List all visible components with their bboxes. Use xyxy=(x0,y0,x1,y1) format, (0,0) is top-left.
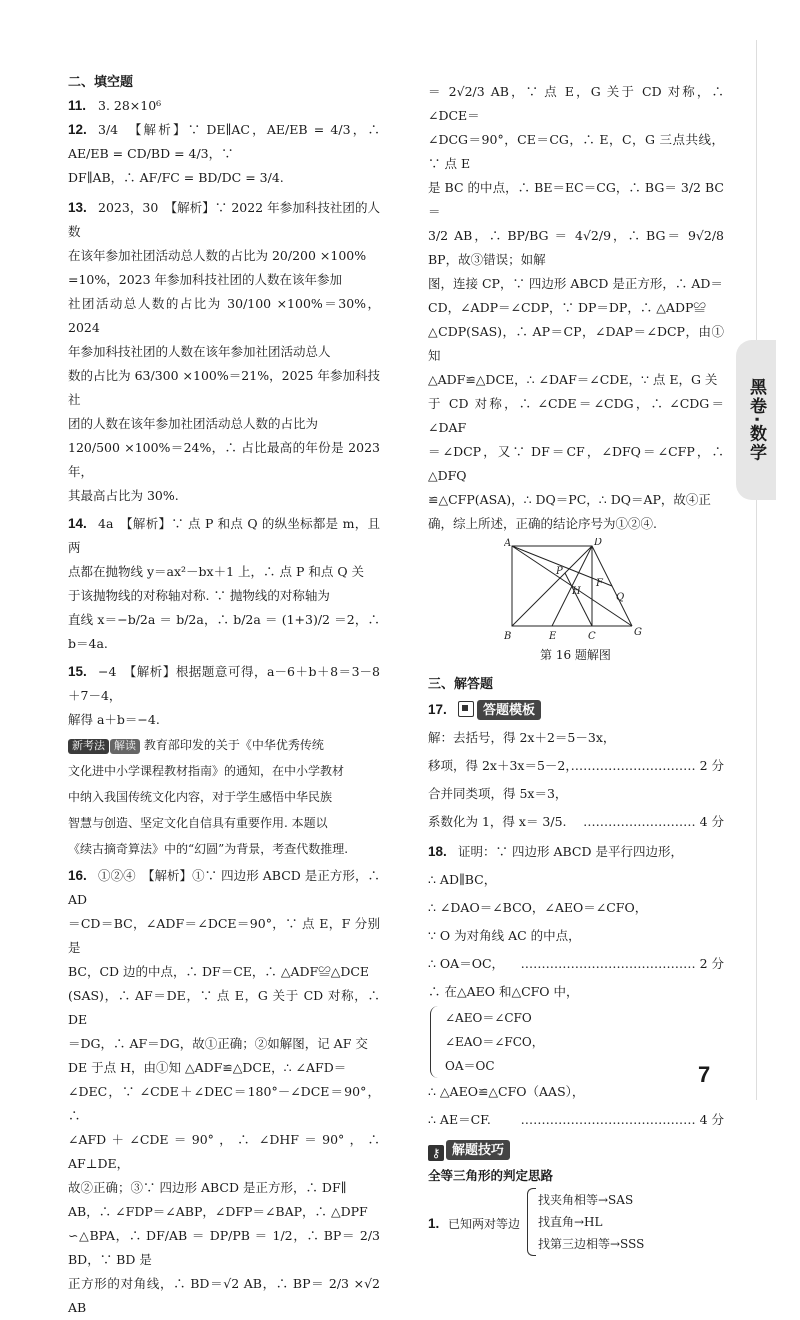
q16-line: DE 于点 H，由①知 △ADF≌△DCE，∴ ∠AFD＝ xyxy=(68,1060,347,1075)
q16-geometry-figure xyxy=(504,538,654,646)
tips-label: 解题技巧 xyxy=(446,1140,510,1160)
q16-line: ∽△BPA，∴ DF/AB ＝ DP/PB ＝ 1/2，∴ BP＝ 2/3 BD，∵ BD 是 xyxy=(68,1228,380,1267)
tips-branch: 找直角→HL xyxy=(538,1215,603,1229)
score-mark: ………………………… 2 分 xyxy=(570,758,724,773)
q14: 14. 4a 【解析】∵ 点 P 和点 Q 的纵坐标都是 m，且两 点都在抛物线 y＝ax²－bx＋1 上，∴ 点 P 和点 Q 关 于该抛物线的对称轴对称. ∵ 抛物线的对称轴为 直线 x＝−b/2a ＝ b/2a，∴ b/2a ＝ (1+3)/2 ＝2，∴ b＝4a. xyxy=(68,512,380,656)
q12: 12. 3/4 【解析】∵ DE∥AC，AE/EB = 4/3，∴ AE/EB = CD/BD = 4/3，∵ DF∥AB，∴ AF/FC = BD/DC = 3/4. xyxy=(68,118,380,190)
label-b: B xyxy=(504,631,512,642)
q14-line: 于该抛物线的对称轴对称. ∵ 抛物线的对称轴为 xyxy=(68,588,330,603)
tips-box xyxy=(428,1136,724,1260)
q16-line: 3/2 AB，∴ BP/BG ＝ 4√2/9，∴ BG＝ 9√2/8 BP，故③错误；如解 xyxy=(428,228,724,267)
score-mark: …………………………………… 4 分 xyxy=(520,1112,724,1127)
q12-line-2: DF∥AB，∴ AF/FC = BD/DC = 3/4. xyxy=(68,170,284,185)
figure-caption: 第 16 题解图 xyxy=(540,648,611,662)
tips-branch: 找第三边相等→SSS xyxy=(538,1237,645,1251)
page-number: 7 xyxy=(698,1062,711,1087)
left-column xyxy=(68,70,380,1320)
q18: 18. 证明：∵ 四边形 ABCD 是平行四边形， ∴ AD∥BC， ∴ ∠DAO＝∠BCO，∠AEO＝∠CFO， ∵ O 为对角线 AC 的中点， ∴ OA＝OC， …………………………………… 2 分 ∴ 在△AEO 和△CFO 中， ∠AEO＝∠CFO ∠EAO＝∠FCO， OA＝OC ∴ △AEO≌△CFO（AAS）， ∴ AE＝CF. …………………………………… 4 分 xyxy=(428,838,724,1134)
q16-line: △ADF≌△DCE，∴ ∠DAF＝∠CDE，∵ 点 E，G 关 xyxy=(428,372,718,387)
key-icon: ⚷ xyxy=(428,1145,444,1161)
label-f: F xyxy=(596,578,603,589)
section-fill-heading: 二、填空题 xyxy=(68,74,134,89)
q18-line: ∴ 在△AEO 和△CFO 中， xyxy=(428,984,579,999)
new-exam-line: 智慧与创造、坚定文化自信具有重要作用. 本题以 xyxy=(68,816,328,830)
q18-line: ∵ O 为对角线 AC 的中点， xyxy=(428,928,581,943)
tips-item-label: 已知两对等边 xyxy=(448,1217,521,1231)
label-g: G xyxy=(634,627,642,638)
label-p: P xyxy=(556,566,563,577)
q16-left: 16. ①②④ 【解析】①∵ 四边形 ABCD 是正方形，∴ AD ＝CD＝BC，∠ADF＝∠DCE＝90°，∵ 点 E，F 分别是 BC，CD 边的中点，∴ DF＝CE，∴ △ADF≌△DCE (SAS)，∴ AF＝DE，∵ 点 E，G 关于 CD 对称，∴ DE ＝DG，∴ AF＝DG，故①正确；②如解图，记 AF 交 DE 于点 H，由①知 △ADF≌△DCE，∴ ∠AFD＝ ∠DEC，∵ ∠CDE＋∠DEC＝180°－∠DCE＝90°，∴ ∠AFD＋∠CDE＝90°，∴ ∠DHF＝90°，∴ AF⊥DE， 故②正确；③∵ 四边形 ABCD 是正方形，∴ DF∥ AB，∴ ∠FDP＝∠ABP，∠DFP＝∠BAP，∴ △DPF ∽△BPA，∴ DF/AB ＝ DP/PB ＝ 1/2，∴ BP＝ 2/3 BD，∵ BD 是 正方形的对角线，∴ BD＝√2 AB，∴ BP＝ 2/3 ×√2 AB xyxy=(68,864,380,1320)
q14-line: 直线 x＝−b/2a ＝ b/2a，∴ b/2a ＝ (1+3)/2 ＝2，∴ b＝4a. xyxy=(68,612,380,651)
q16-line: 是 BC 的中点，∴ BE＝EC＝CG，∴ BG＝ 3/2 BC＝ xyxy=(428,180,724,219)
score-mark: ……………………… 4 分 xyxy=(583,814,724,829)
case-line: OA＝OC xyxy=(445,1059,495,1073)
new-exam-line: 《续古摘奇算法》中的“幻圆”为背景，考查代数推理. xyxy=(68,842,349,856)
q16-line: 图，连接 CP，∵ 四边形 ABCD 是正方形，∴ AD＝ xyxy=(428,276,723,291)
q11: 11. 3. 28×10⁶ xyxy=(68,98,162,113)
answer-template-label: 答题模板 xyxy=(477,700,541,720)
tips-branch: 找夹角相等→SAS xyxy=(538,1193,634,1207)
q16-line: ∠DCG＝90°，CE＝CG，∴ E，C，G 三点共线，∵ 点 E xyxy=(428,132,724,171)
label-h: H xyxy=(572,586,581,597)
q13: 13. 2023，30 【解析】∵ 2022 年参加科技社团的人数 在该年参加社团活动总人数的占比为 20/200 ×100% =10%，2023 年参加科技社团的人数在该年参加 社团活动总人数的占比为 30/100 ×100%＝30%，2024 年参加科技社团的人数在该年参加社团活动总人 数的占比为 63/300 ×100%＝21%，2025 年参加科技社 团的人数在该年参加社团活动总人数的占比为 120/500 ×100%＝24%，∴ 占比最高的年份是 2023 年， 其最高占比为 30%. xyxy=(68,196,380,508)
label-a: A xyxy=(504,538,512,549)
q16-line: CD，∠ADP＝∠CDP，∵ DP＝DP，∴ △ADP≌ xyxy=(428,300,706,315)
q16-line: ＝ 2√2/3 AB，∵ 点 E，G 关于 CD 对称，∴ ∠DCE＝ xyxy=(428,84,724,123)
q16-line: BC，CD 边的中点，∴ DF＝CE，∴ △ADF≌△DCE xyxy=(68,964,370,979)
label-c: C xyxy=(588,631,596,642)
q18-line: ∴ ∠DAO＝∠BCO，∠AEO＝∠CFO， xyxy=(428,900,648,915)
q16-line: 确，综上所述，正确的结论序号为①②④. xyxy=(428,516,657,531)
q16-line: ∠DEC，∵ ∠CDE＋∠DEC＝180°－∠DCE＝90°，∴ xyxy=(68,1084,380,1123)
q16-line: AB，∴ ∠FDP＝∠ABP，∠DFP＝∠BAP，∴ △DPF xyxy=(68,1204,368,1219)
q18-line: ∴ △AEO≌△CFO（AAS）， xyxy=(428,1084,585,1099)
case-line: ∠EAO＝∠FCO， xyxy=(445,1035,544,1049)
q16-line: ∠AFD＋∠CDE＝90°，∴ ∠DHF＝90°，∴ AF⊥DE， xyxy=(68,1132,380,1171)
right-column xyxy=(428,80,724,1260)
q13-line: 其最高占比为 30%. xyxy=(68,488,179,503)
q13-line: 社团活动总人数的占比为 30/100 ×100%＝30%，2024 xyxy=(68,296,380,335)
q15-line: 解得 a＋b＝−4. xyxy=(68,712,160,727)
q16-line: 正方形的对角线，∴ BD＝√2 AB，∴ BP＝ 2/3 ×√2 AB xyxy=(68,1276,380,1315)
q16-right xyxy=(428,80,724,536)
line-cp xyxy=(565,573,592,626)
tips-title: 全等三角形的判定思路 xyxy=(428,1169,554,1183)
q17: 17. 答题模板 解：去括号，得 2x＋2＝5－3x， 移项，得 2x＋3x＝5－2， ………………………… 2 分 合并同类项，得 5x＝3， 系数化为 1，得 x＝ 3/5. ……………………… 4 分 xyxy=(428,696,724,836)
q13-line: 120/500 ×100%＝24%，∴ 占比最高的年份是 2023 年， xyxy=(68,440,380,479)
q14-line: 点都在抛物线 y＝ax²－bx＋1 上，∴ 点 P 和点 Q 关 xyxy=(68,564,365,579)
new-exam-note: 新考法 解读 教育部印发的关于《中华优秀传统 文化进中小学课程教材指南》的通知，在中小学教材 中纳入我国传统文化内容，对于学生感悟中华民族 智慧与创造、坚定文化自信具有重要作用. 本题以 《续古摘奇算法》中的“幻圆”为背景，考查代数推理. xyxy=(68,734,380,860)
new-exam-line: 中纳入我国传统文化内容，对于学生感悟中华民族 xyxy=(68,790,333,804)
q16-line: ＝∠DCP，又∵ DF＝CF，∠DFQ＝∠CFP，∴ △DFQ xyxy=(428,444,724,483)
tips-tree: 1. 已知两对等边 找夹角相等→SAS 找直角→HL 找第三边相等→SSS xyxy=(428,1188,724,1260)
q16-line: △CDP(SAS)，∴ AP＝CP，∠DAP＝∠DCP，由①知 xyxy=(428,324,724,363)
q18-cases xyxy=(430,1006,724,1078)
q16-line: ＝CD＝BC，∠ADF＝∠DCE＝90°，∵ 点 E，F 分别是 xyxy=(68,916,380,955)
q16-line: 于 CD 对称，∴ ∠CDE＝∠CDG，∴ ∠CDG＝∠DAF xyxy=(428,396,724,435)
section-answer-heading: 三、解答题 xyxy=(428,676,494,691)
new-exam-tag-2: 解读 xyxy=(110,739,140,754)
template-icon xyxy=(458,701,474,717)
page-edge-line xyxy=(756,40,757,1100)
q15: 15. −4 【解析】根据题意可得，a－6＋b＋8＝3－8＋7－4， 解得 a＋b＝−4. xyxy=(68,660,380,732)
q13-line: 数的占比为 63/300 ×100%＝21%，2025 年参加科技社 xyxy=(68,368,380,407)
q18-line: ∴ AD∥BC， xyxy=(428,872,497,887)
new-exam-line: 文化进中小学课程教材指南》的通知，在中小学教材 xyxy=(68,764,345,778)
label-e: E xyxy=(549,631,557,642)
q12-line-1: 3/4 【解析】∵ DE∥AC，AE/EB = 4/3，∴ AE/EB = CD/BD = 4/3，∵ xyxy=(68,122,380,161)
side-tab: 黑卷·数学 xyxy=(736,340,776,500)
q13-line: 年参加科技社团的人数在该年参加社团活动总人 xyxy=(68,344,331,359)
q13-line: 团的人数在该年参加社团活动总人数的占比为 xyxy=(68,416,319,431)
q16-line: 故②正确；③∵ 四边形 ABCD 是正方形，∴ DF∥ xyxy=(68,1180,347,1195)
q13-line: 在该年参加社团活动总人数的占比为 20/200 ×100% xyxy=(68,248,367,263)
q16-line: ＝DG，∴ AF＝DG，故①正确；②如解图，记 AF 交 xyxy=(68,1036,368,1051)
score-mark: …………………………………… 2 分 xyxy=(520,956,724,971)
case-line: ∠AEO＝∠CFO xyxy=(445,1011,532,1025)
q13-line: =10%，2023 年参加科技社团的人数在该年参加 xyxy=(68,272,343,287)
new-exam-tag: 新考法 xyxy=(68,739,109,754)
q16-line: ≌△CFP(ASA)，∴ DQ＝PC，∴ DQ＝AP，故④正 xyxy=(428,492,711,507)
label-q: Q xyxy=(616,592,625,603)
tips-brace xyxy=(527,1188,536,1256)
q16-line: (SAS)，∴ AF＝DE，∵ 点 E，G 关于 CD 对称，∴ DE xyxy=(68,988,380,1027)
label-d: D xyxy=(594,538,603,548)
